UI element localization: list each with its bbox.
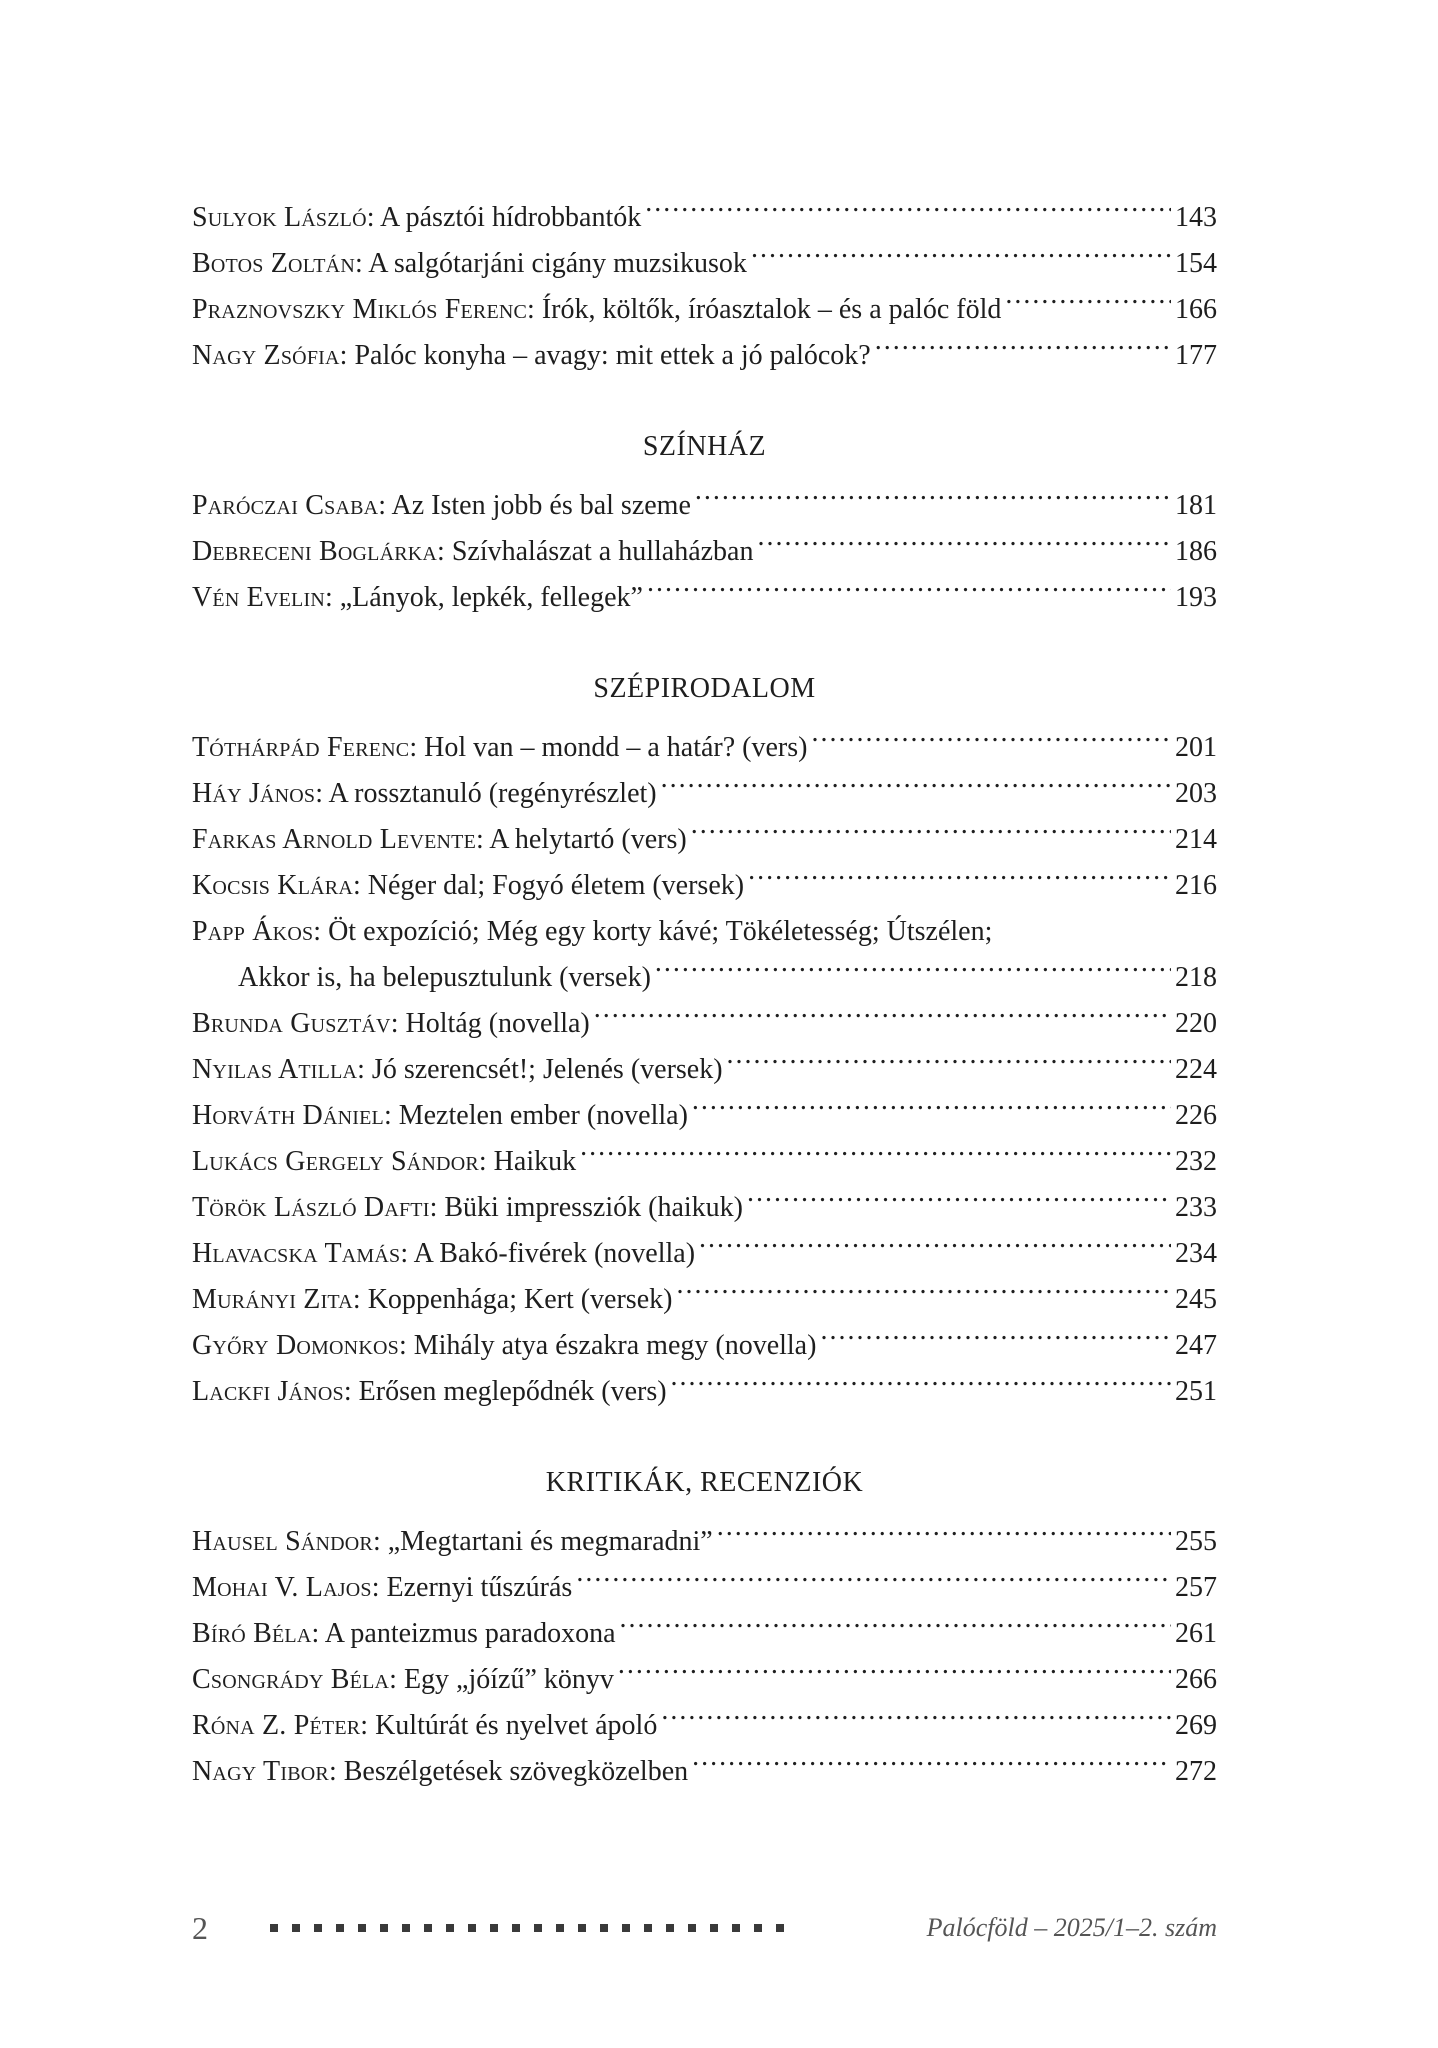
entry-page-number: 166 [1175,294,1217,325]
entry-author: Brunda Gusztáv [192,1008,391,1039]
dot-leader [811,726,1171,756]
entry-text [192,725,807,771]
ornament-square [600,1924,608,1932]
entry-text [192,1277,672,1323]
entry-author: Botos Zoltán [192,248,355,279]
author-separator: : [372,1526,388,1557]
entry-text [192,287,1001,333]
entry-page-number: 193 [1175,582,1217,613]
entry-title: A salgótarjáni cigány muzsikusok [368,248,747,279]
dot-leader [717,1520,1171,1550]
author-separator: : [429,1192,445,1223]
toc-entry [192,287,1217,333]
entry-author: Török László Dafti [192,1192,430,1223]
toc-entry [192,1611,1217,1657]
ornament-square [666,1924,674,1932]
ornament-square [578,1924,586,1932]
entry-author: Paróczai Csaba [192,490,379,521]
entry-title: Kultúrát és nyelvet ápoló [375,1710,658,1741]
dot-leader [747,1186,1171,1216]
entry-text [192,1369,667,1415]
ornament-square [270,1924,278,1932]
author-separator: : [315,778,329,809]
ornament-square [446,1924,454,1932]
toc-entry [192,817,1217,863]
entry-title: Egy „jóízű” könyv [403,1664,614,1695]
author-separator: : [354,248,369,279]
entry-text [192,1657,614,1703]
dot-leader [820,1324,1171,1354]
entry-page-number: 201 [1175,732,1217,763]
entry-page-number: 143 [1175,202,1217,233]
toc-entry [192,1277,1217,1323]
dot-leader [695,484,1171,514]
author-separator: : [343,1376,359,1407]
entry-title: Palóc konyha – avagy: mit ettek a jó palócok? [354,340,871,371]
ornament-square [556,1924,564,1932]
dot-leader [748,864,1171,894]
entry-line [192,955,1217,1001]
entry-title: Mihály atya északra megy (novella) [413,1330,817,1361]
entry-text [192,863,744,909]
ornament-square [380,1924,388,1932]
dot-leader [692,1094,1171,1124]
toc-entry [192,1565,1217,1611]
entry-author: Róna Z. Péter [192,1710,361,1741]
author-separator: : [383,1100,399,1131]
toc-entry [192,1657,1217,1703]
toc-entry [192,725,1217,771]
entry-author: Győry Domonkos [192,1330,399,1361]
entry-title: Jó szerencsét!; Jelenés (versek) [371,1054,723,1085]
dot-leader [671,1370,1171,1400]
entry-page-number: 154 [1175,248,1217,279]
entry-text [192,1749,688,1795]
dot-leader [757,530,1171,560]
ornament-square [314,1924,322,1932]
entry-author: Hausel Sándor [192,1526,373,1557]
entry-title: Haikuk [493,1146,577,1177]
author-separator: : [398,1330,414,1361]
entry-line [192,909,1217,955]
entry-title: Koppenhága; Kert (versek) [367,1284,673,1315]
entry-author: Bíró Béla [192,1618,312,1649]
author-separator: : [437,536,452,567]
entry-author: Farkas Arnold Levente [192,824,476,855]
author-separator: : [366,202,380,233]
ornament-square [402,1924,410,1932]
author-separator: : [400,1238,414,1269]
entry-text [192,771,657,817]
entry-author: Lukács Gergely Sándor [192,1146,479,1177]
entry-title: Öt expozíció; Még egy korty kávé; Tökéletesség; Útszélen; [328,916,993,947]
entry-page-number: 203 [1175,778,1217,809]
entry-title: A Bakó-fivérek (novella) [413,1238,696,1269]
dot-leader [618,1658,1171,1688]
toc-entry [192,483,1217,529]
ornament-square [644,1924,652,1932]
dot-leader [751,242,1171,272]
entry-page-number: 251 [1175,1376,1217,1407]
entry-author: Mohai V. Lajos [192,1572,372,1603]
entry-text [192,529,753,575]
dot-leader [620,1612,1171,1642]
ornament-square [512,1924,520,1932]
dot-leader [727,1048,1171,1078]
section-heading: SZÉPIRODALOM [593,673,816,704]
entry-author: Debreceni Boglárka [192,536,438,567]
entry-title: „Megtartani és megmaradni” [387,1526,713,1557]
entry-author: Csongrády Béla [192,1664,390,1695]
entry-page-number: 218 [1175,962,1217,993]
entry-text [192,1047,723,1093]
toc-entry [192,771,1217,817]
author-separator: : [371,1572,387,1603]
ornament-square [358,1924,366,1932]
entry-author: Háy János [192,778,316,809]
entry-text [192,1565,572,1611]
entry-title: Akkor is, ha belepusztulunk (versek) [238,962,651,993]
section-heading: SZÍNHÁZ [642,431,767,462]
entry-page-number: 226 [1175,1100,1217,1131]
toc-entry [192,195,1217,241]
entry-title: Büki impressziók (haikuk) [444,1192,743,1223]
entry-title: Holtág (novella) [405,1008,590,1039]
entry-text [192,1001,590,1047]
entry-page-number: 177 [1175,340,1217,371]
entry-author: Papp Ákos [192,916,314,947]
author-separator: : [324,582,340,613]
entry-text [192,1703,657,1749]
entry-page-number: 224 [1175,1054,1217,1085]
toc-entry [192,529,1217,575]
entry-title: Meztelen ember (novella) [398,1100,688,1131]
entry-title: Beszélgetések szövegközelben [343,1756,689,1787]
toc-entry [192,1139,1217,1185]
author-separator: : [352,870,368,901]
entry-author: Horváth Dániel [192,1100,384,1131]
toc-entry [192,575,1217,621]
toc-entry [192,1323,1217,1369]
entry-title: „Lányok, lepkék, fellegek” [339,582,643,613]
entry-title: Ezernyi tűszúrás [386,1572,573,1603]
entry-page-number: 186 [1175,536,1217,567]
entry-page-number: 266 [1175,1664,1217,1695]
ornament-square [688,1924,696,1932]
author-separator: : [390,1008,406,1039]
entry-page-number: 257 [1175,1572,1217,1603]
entry-page-number: 255 [1175,1526,1217,1557]
entry-text [192,483,691,529]
entry-author: Praznovszky Miklós Ferenc [192,294,528,325]
ornament-square [776,1924,784,1932]
entry-page-number: 220 [1175,1008,1217,1039]
entry-title: Írók, költők, íróasztalok – és a palóc föld [541,294,1002,325]
dot-leader [699,1232,1171,1262]
dot-leader [875,334,1171,364]
entry-page-number: 261 [1175,1618,1217,1649]
dot-leader [576,1566,1171,1596]
toc-entry [192,863,1217,909]
toc-entry [192,1093,1217,1139]
entry-text [192,1323,816,1369]
ornament-square [490,1924,498,1932]
toc-entry [192,1703,1217,1749]
author-separator: : [357,1054,372,1085]
dot-leader [647,576,1171,606]
page-footer [192,1908,1217,1948]
dot-leader [655,956,1171,986]
ornament-square [468,1924,476,1932]
entry-text [192,817,687,863]
entry-author: Lackfi János [192,1376,344,1407]
entry-author: Kocsis Klára [192,870,353,901]
author-separator: : [339,340,355,371]
author-separator: : [313,916,329,947]
toc-entry [192,333,1217,379]
dot-leader [692,1750,1171,1780]
entry-text [192,1185,743,1231]
entry-page-number: 216 [1175,870,1217,901]
entry-text [192,1231,695,1277]
entry-text [192,1519,713,1565]
toc-entry [192,1369,1217,1415]
author-separator: : [476,824,490,855]
author-separator: : [378,490,392,521]
journal-issue: Palócföld – 2025/1–2. szám [926,1913,1217,1942]
toc-entry [192,1519,1217,1565]
ornament-square [424,1924,432,1932]
entry-text [192,575,643,621]
entry-title: Szívhalászat a hullaházban [451,536,754,567]
entry-text [192,333,871,379]
entry-title: Hol van – mondd – a határ? (vers) [424,732,808,763]
entry-text [192,241,747,287]
dot-leader [676,1278,1171,1308]
entry-author: Nagy Zsófia [192,340,340,371]
author-separator: : [527,294,542,325]
toc-entry [192,241,1217,287]
entry-page-number: 247 [1175,1330,1217,1361]
author-separator: : [409,732,425,763]
author-separator: : [311,1618,325,1649]
entry-title: A helytartó (vers) [489,824,687,855]
author-separator: : [360,1710,376,1741]
toc-entry [192,1185,1217,1231]
ornament-square [732,1924,740,1932]
dot-leader [691,818,1171,848]
entry-page-number: 234 [1175,1238,1217,1269]
dot-leader [661,772,1171,802]
entry-author: Sulyok László [192,202,367,233]
dot-leader [645,196,1171,226]
entry-text [192,1139,576,1185]
entry-page-number: 233 [1175,1192,1217,1223]
entry-author: Nyilas Atilla [192,1054,358,1085]
entry-page-number: 232 [1175,1146,1217,1177]
entry-page-number: 245 [1175,1284,1217,1315]
entry-page-number: 214 [1175,824,1217,855]
ornament-square [754,1924,762,1932]
entry-author: Tóthárpád Ferenc [192,732,410,763]
toc-entry [192,1047,1217,1093]
entry-title: A panteizmus paradoxona [324,1618,616,1649]
entry-title: Néger dal; Fogyó életem (versek) [367,870,745,901]
entry-page-number: 269 [1175,1710,1217,1741]
entry-text [192,1093,688,1139]
author-separator: : [478,1146,494,1177]
entry-page-number: 272 [1175,1756,1217,1787]
entry-author: Nagy Tibor [192,1756,329,1787]
footer-ornament [270,1924,784,1932]
table-of-contents [192,195,1217,1795]
entry-author: Murányi Zita [192,1284,353,1315]
entry-author: Hlavacska Tamás [192,1238,401,1269]
ornament-square [710,1924,718,1932]
author-separator: : [328,1756,344,1787]
dot-leader [661,1704,1171,1734]
entry-title: A pásztói hídrobbantók [379,202,642,233]
entry-text [192,1611,616,1657]
section-heading: KRITIKÁK, RECENZIÓK [545,1467,864,1498]
ornament-square [622,1924,630,1932]
toc-entry [192,909,1217,1001]
toc-entry [192,1231,1217,1277]
entry-title: Az Isten jobb és bal szeme [391,490,691,521]
toc-entry [192,1001,1217,1047]
ornament-square [534,1924,542,1932]
dot-leader [1005,288,1171,318]
dot-leader [580,1140,1171,1170]
entry-text [192,195,641,241]
toc-entry [192,1749,1217,1795]
entry-author: Vén Evelin [192,582,325,613]
entry-title: A rossztanuló (regényrészlet) [328,778,657,809]
ornament-square [292,1924,300,1932]
author-separator: : [389,1664,404,1695]
ornament-square [336,1924,344,1932]
dot-leader [594,1002,1171,1032]
entry-title: Erősen meglepődnék (vers) [358,1376,667,1407]
page-number: 2 [192,1909,208,1946]
author-separator: : [352,1284,368,1315]
entry-page-number: 181 [1175,490,1217,521]
